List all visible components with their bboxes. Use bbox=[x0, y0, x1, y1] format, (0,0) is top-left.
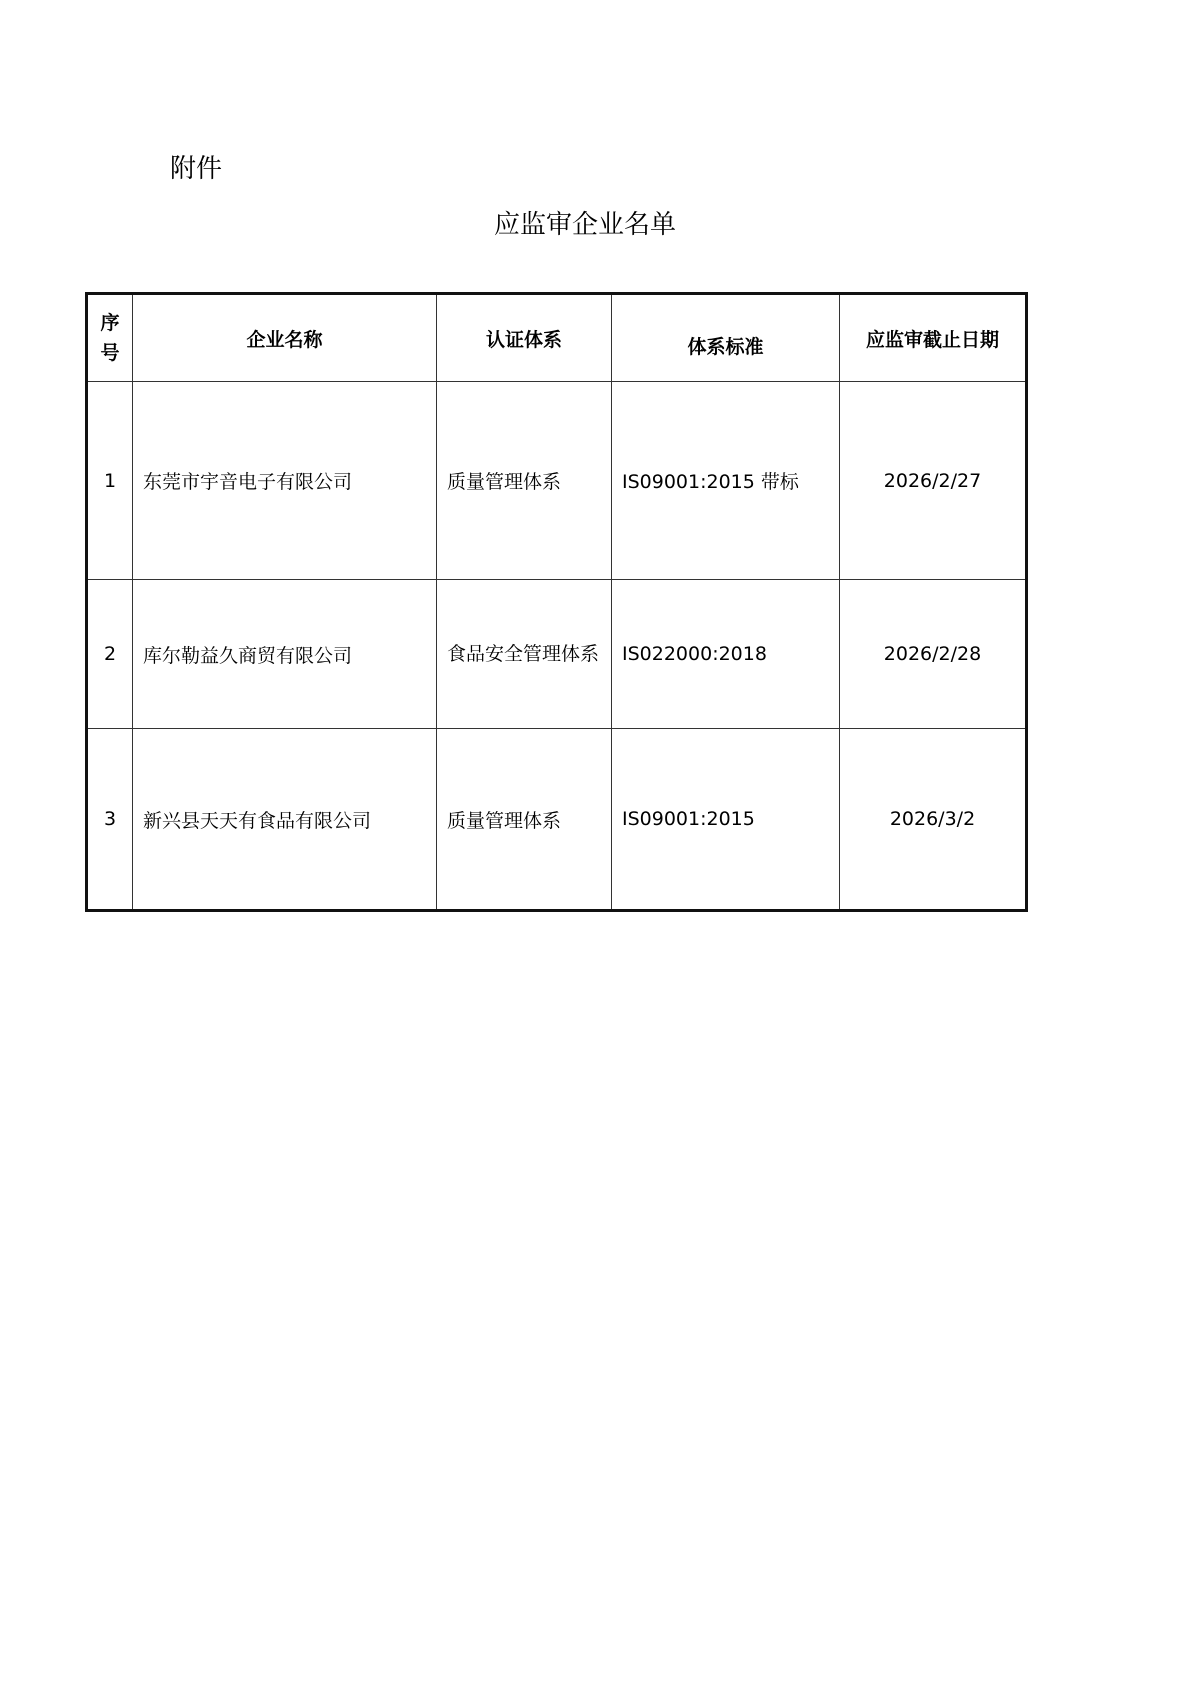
header-system: 认证体系 bbox=[437, 294, 612, 382]
document-title: 应监审企业名单 bbox=[493, 210, 676, 240]
row-standard: IS022000:2018 bbox=[612, 580, 840, 729]
table-row bbox=[87, 729, 1027, 911]
row-company: 新兴县天天有食品有限公司 bbox=[133, 729, 437, 911]
row-no: 2 bbox=[87, 580, 133, 729]
row-deadline: 2026/2/27 bbox=[840, 382, 1027, 580]
header-standard: 体系标准 bbox=[612, 294, 840, 382]
row-no: 1 bbox=[87, 382, 133, 580]
attachment-label: 附件 bbox=[170, 154, 223, 184]
row-system: 质量管理体系 bbox=[437, 729, 612, 911]
table-header-row bbox=[87, 294, 1027, 382]
row-deadline: 2026/2/28 bbox=[840, 580, 1027, 729]
row-system: 质量管理体系 bbox=[437, 382, 612, 580]
row-no: 3 bbox=[87, 729, 133, 911]
header-deadline: 应监审截止日期 bbox=[840, 294, 1027, 382]
header-no: 序号 bbox=[87, 294, 133, 382]
row-company: 东莞市宇音电子有限公司 bbox=[133, 382, 437, 580]
row-deadline: 2026/3/2 bbox=[840, 729, 1027, 911]
header-company: 企业名称 bbox=[133, 294, 437, 382]
row-standard: IS09001:2015 bbox=[612, 729, 840, 911]
table-row bbox=[87, 382, 1027, 580]
row-system: 食品安全管理体系 bbox=[437, 580, 612, 729]
row-company: 库尔勒益久商贸有限公司 bbox=[133, 580, 437, 729]
table-row bbox=[87, 580, 1027, 729]
enterprise-table bbox=[85, 292, 1028, 912]
row-standard: IS09001:2015 带标 bbox=[612, 382, 840, 580]
